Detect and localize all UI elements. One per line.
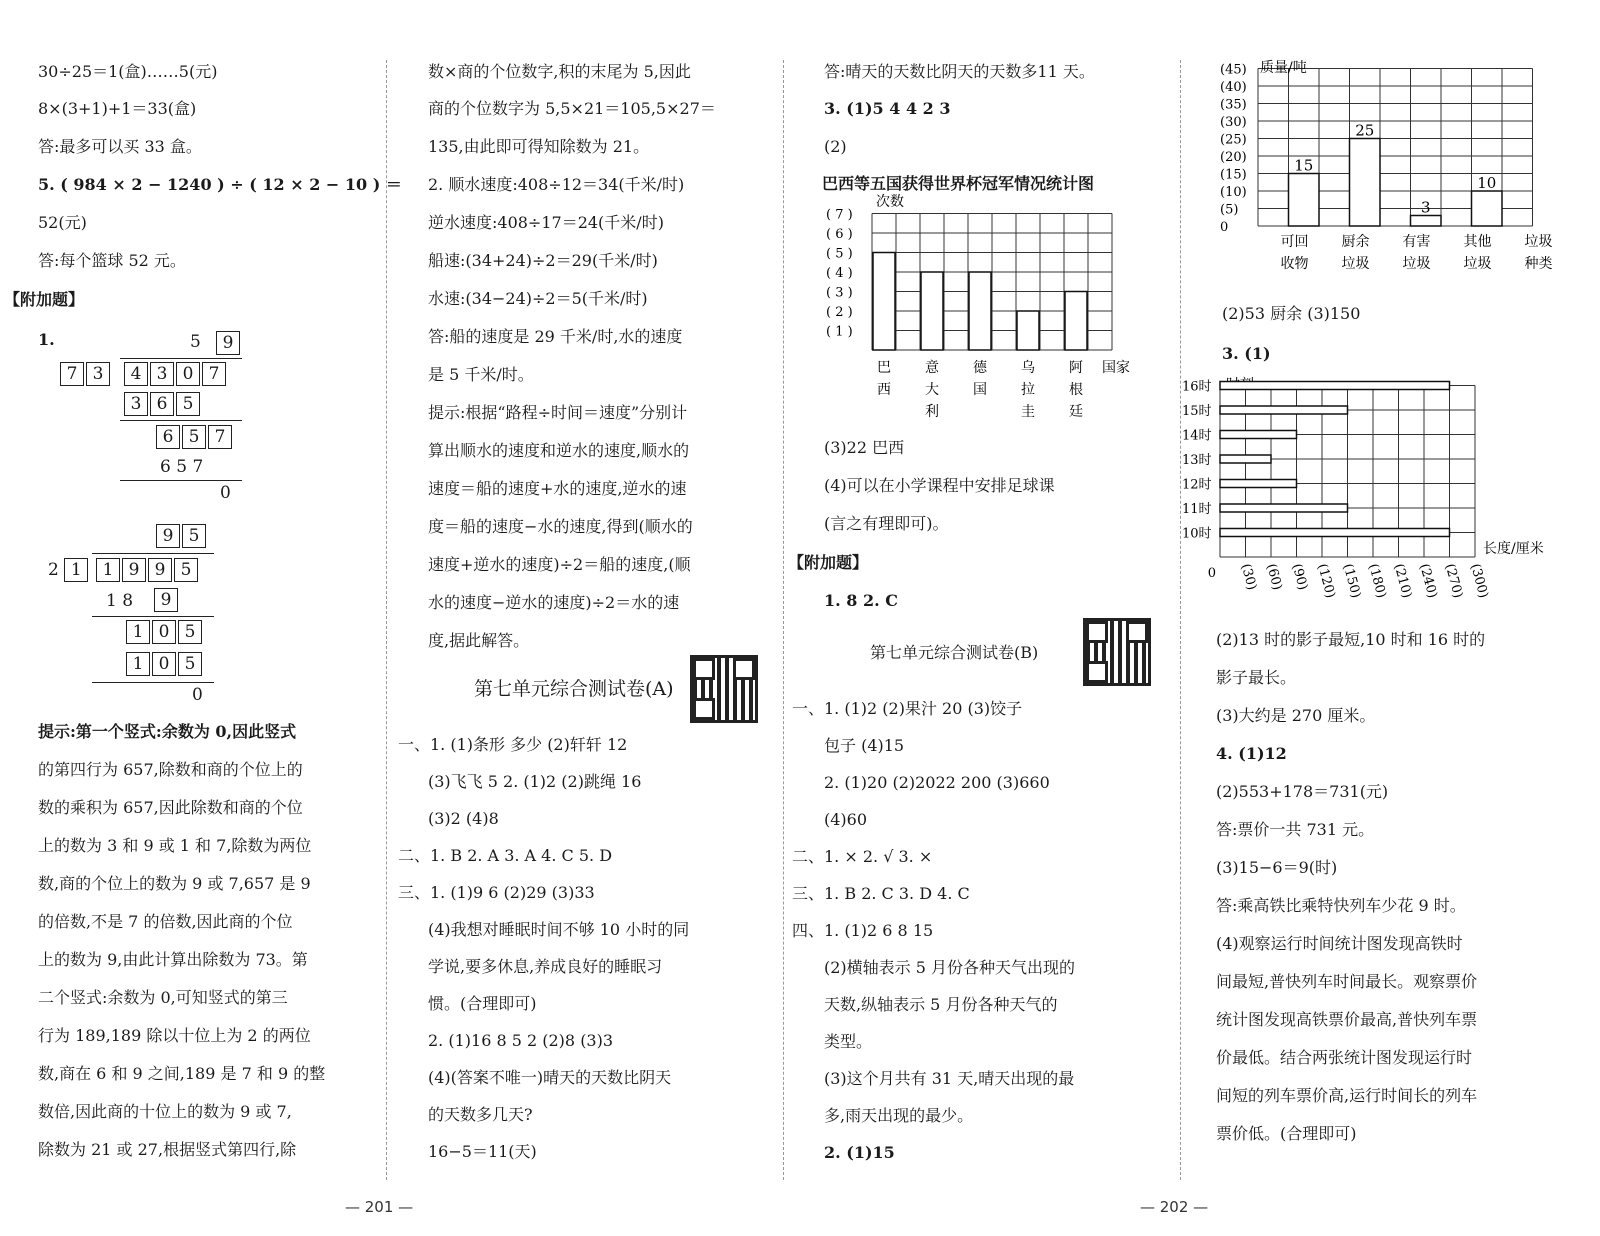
- text-line: 8×(3+1)+1＝33(盒): [38, 99, 197, 118]
- digit-box: 5: [174, 558, 198, 582]
- y-axis-label: 次数: [876, 194, 904, 210]
- answer-line: 三、1. B 2. C 3. D 4. C: [792, 884, 970, 903]
- digit-box: 0: [152, 652, 176, 676]
- text-line: (言之有理即可)。: [824, 514, 949, 533]
- digit-box: 4: [124, 362, 148, 386]
- x-tick-label: (270): [1441, 562, 1466, 600]
- bar: [1472, 191, 1503, 226]
- x-tick-label: 国: [973, 382, 987, 398]
- answer-line: 统计图发现高铁票价最高,普快列车票: [1216, 1010, 1478, 1029]
- answer-line: (3)这个月共有 31 天,晴天出现的最: [824, 1069, 1075, 1088]
- bar: [969, 272, 991, 350]
- remainder: 0: [220, 483, 231, 503]
- chart-title: 巴西等五国获得世界杯冠军情况统计图: [822, 174, 1095, 193]
- answer-line: 惯。(合理即可): [428, 994, 537, 1013]
- text-line: 答:最多可以买 33 盒。: [38, 137, 202, 156]
- hint-line: 数倍,因此商的十位上的数为 9 或 7,: [38, 1102, 292, 1121]
- hint-line: 上的数为 9,由此计算出除数为 73。第: [38, 950, 308, 969]
- y-tick-label: 12时: [1182, 477, 1212, 493]
- hint-line: 度＝船的速度−水的速度,得到(顺水的: [428, 517, 693, 536]
- digit-box: 3: [86, 362, 110, 386]
- text-line: (4)可以在小学课程中安排足球课: [824, 476, 1055, 495]
- x-tick-label: 德: [973, 360, 987, 376]
- x-axis-label: 国家: [1102, 360, 1130, 376]
- text-line: 答:晴天的天数比阴天的天数多11 天。: [824, 62, 1095, 81]
- y-tick-label: ( 2 ): [826, 305, 853, 320]
- digit-box: 9: [216, 331, 240, 355]
- digit-box: 1: [126, 652, 150, 676]
- digit-box: 0: [176, 362, 200, 386]
- hint-line: 数,商在 6 和 9 之间,189 是 7 和 9 的整: [38, 1064, 326, 1083]
- bar: [1350, 139, 1381, 227]
- section-title: 第七单元综合测试卷(B): [870, 643, 1039, 662]
- data-label: 25: [1355, 121, 1375, 140]
- quotient-digit: 5: [190, 332, 201, 352]
- y-tick-label: (20): [1220, 150, 1247, 165]
- digit-box: 1: [64, 558, 88, 582]
- answer-line: (3)15−6＝9(时): [1216, 858, 1338, 877]
- page-number: — 202 —: [1140, 1198, 1209, 1216]
- hint-line: 速度+逆水的速度)÷2＝船的速度,(顺: [428, 555, 691, 574]
- bar: [921, 272, 943, 350]
- digit-box: 9: [148, 558, 172, 582]
- world-cup-chart: [820, 192, 1150, 422]
- x-tick-label: 垃圾: [1463, 256, 1492, 272]
- page-number: — 201 —: [345, 1198, 414, 1216]
- y-tick-label: (40): [1220, 80, 1247, 95]
- x-tick-label: 收物: [1280, 256, 1309, 272]
- division-bar: [120, 358, 242, 359]
- hint-line: 上的数为 3 和 9 或 1 和 7,除数为两位: [38, 836, 312, 855]
- x-tick-label: 垃圾: [1524, 234, 1553, 250]
- answer-line: (2)553+178＝731(元): [1216, 782, 1389, 801]
- bar: [1065, 292, 1087, 351]
- column-separator: [1180, 60, 1181, 1180]
- x-tick-label: (60): [1263, 562, 1285, 592]
- bar: [1220, 382, 1450, 390]
- answer-line: 4. (1)12: [1216, 744, 1287, 763]
- answer-line: 间最短,普快列车时间最长。观察票价: [1216, 972, 1478, 991]
- hint-line: 数的乘积为 657,因此除数和商的个位: [38, 798, 303, 817]
- answer-line: 答:乘高铁比乘特快列车少花 9 时。: [1216, 896, 1466, 915]
- hint-line: 水的速度−逆水的速度)÷2＝水的速: [428, 593, 680, 612]
- y-tick-label: (25): [1220, 132, 1247, 148]
- text-line: 52(元): [38, 213, 87, 232]
- x-tick-label: 可回: [1280, 234, 1309, 250]
- shadow-length-chart: [1180, 375, 1560, 620]
- answer-line: 价最低。结合两张统计图发现运行时: [1216, 1048, 1473, 1067]
- text-line: 数×商的个位数字,积的末尾为 5,因此: [428, 62, 691, 81]
- data-label: 10: [1477, 174, 1497, 192]
- text-line: 2. 顺水速度:408÷12＝34(千米/时): [428, 175, 685, 194]
- x-axis-label: 长度/厘米: [1483, 541, 1544, 557]
- answer-line: (3)大约是 270 厘米。: [1216, 706, 1376, 725]
- digit-box: 6: [150, 392, 174, 416]
- hint-line: 二个竖式:余数为 0,可知竖式的第三: [38, 988, 288, 1007]
- x-tick-label: 有害: [1402, 234, 1431, 250]
- x-tick-label: 其他: [1463, 234, 1492, 250]
- answer-line: 票价低。(合理即可): [1216, 1124, 1357, 1143]
- y-tick-label: ( 1 ): [826, 324, 853, 340]
- division-line: [120, 420, 242, 421]
- y-tick-label: 15时: [1182, 404, 1212, 419]
- bar: [1220, 455, 1271, 463]
- answer-line: 2. (1)15: [824, 1143, 895, 1162]
- y-tick-label: ( 5 ): [826, 246, 853, 262]
- data-label: 15: [1294, 156, 1314, 175]
- text-line: 逆水速度:408÷17＝24(千米/时): [428, 213, 664, 232]
- division-bar: [92, 553, 214, 554]
- division-row: 1 8: [106, 591, 134, 611]
- data-label: 3: [1420, 198, 1431, 217]
- digit-box: 5: [182, 524, 206, 548]
- bar: [1220, 529, 1450, 537]
- bar: [1017, 311, 1039, 350]
- hint-line: 提示:第一个竖式:余数为 0,因此竖式: [38, 722, 297, 741]
- digit-box: 1: [96, 558, 120, 582]
- division-line: [120, 480, 242, 481]
- answer-line: 学说,要多休息,养成良好的睡眠习: [428, 957, 663, 976]
- x-tick-label: (210): [1390, 562, 1415, 600]
- digit-box: 7: [60, 362, 84, 386]
- answer-line: 二、1. B 2. A 3. A 4. C 5. D: [398, 846, 613, 865]
- text-line: 商的个位数字为 5,5×21＝105,5×27＝: [428, 99, 716, 118]
- division-line: [92, 616, 214, 617]
- answer-line: 间短的列车票价高,运行时间长的列车: [1216, 1086, 1478, 1105]
- answer-line: 三、1. (1)9 6 (2)29 (3)33: [398, 883, 595, 902]
- y-tick-label: 11时: [1182, 502, 1212, 517]
- y-tick-label: ( 4 ): [826, 266, 853, 281]
- x-tick-label: (90): [1288, 562, 1311, 592]
- x-tick-label: 大: [925, 382, 939, 398]
- hint-line: 提示:根据“路程÷时间＝速度”分别计: [428, 403, 688, 422]
- text-line: 5. ( 984 × 2 − 1240 ) ÷ ( 12 × 2 − 10 ) ＝: [38, 175, 402, 194]
- digit-box: 9: [154, 588, 178, 612]
- digit-box: 5: [182, 425, 206, 449]
- y-tick-label: 0: [1220, 220, 1229, 235]
- x-tick-label: 利: [925, 404, 939, 420]
- x-tick-label: 拉: [1021, 382, 1035, 398]
- section-heading: 【附加题】: [4, 290, 85, 309]
- y-tick-label: 10时: [1182, 526, 1212, 542]
- text-line: 是 5 千米/时。: [428, 365, 534, 384]
- qr-code-icon: [1083, 618, 1151, 686]
- text-line: 3. (1): [1222, 344, 1271, 363]
- answer-line: (2)横轴表示 5 月份各种天气出现的: [824, 958, 1076, 977]
- remainder: 0: [192, 685, 203, 705]
- answer-line: (4)观察运行时间统计图发现高铁时: [1216, 934, 1463, 953]
- hint-line: 的第四行为 657,除数和商的个位上的: [38, 760, 303, 779]
- column-separator: [386, 60, 387, 1180]
- bar: [1220, 480, 1297, 488]
- text-line: 答:船的速度是 29 千米/时,水的速度: [428, 327, 683, 346]
- question-number: 1.: [38, 330, 55, 349]
- answer-line: (4)我想对睡眠时间不够 10 小时的同: [428, 920, 690, 939]
- answer-line: 影子最长。: [1216, 668, 1297, 687]
- answer-line: (4)(答案不唯一)晴天的天数比阴天: [428, 1068, 672, 1087]
- y-tick-label: ( 7 ): [826, 207, 853, 223]
- answer-line: (2)13 时的影子最短,10 时和 16 时的: [1216, 630, 1486, 649]
- hint-line: 的倍数,不是 7 的倍数,因此商的个位: [38, 912, 293, 931]
- x-tick-label: 巴: [877, 360, 891, 376]
- y-axis-label: 质量/吨: [1260, 60, 1307, 76]
- digit-box: 5: [176, 392, 200, 416]
- digit-box: 3: [124, 392, 148, 416]
- section-heading: 【附加题】: [788, 553, 869, 572]
- answer-line: 16−5＝11(天): [428, 1142, 537, 1161]
- digit-box: 7: [208, 425, 232, 449]
- digit-box: 5: [178, 652, 202, 676]
- text-line: 水速:(34−24)÷2＝5(千米/时): [428, 289, 648, 308]
- digit-box: 1: [126, 620, 150, 644]
- answer-line: 的天数多几天?: [428, 1105, 533, 1124]
- column-separator: [783, 60, 784, 1180]
- digit-box: 7: [202, 362, 226, 386]
- answer-line: 2. (1)20 (2)2022 200 (3)660: [824, 773, 1050, 792]
- x-tick-label: 圭: [1021, 404, 1035, 420]
- digit-box: 6: [156, 425, 180, 449]
- bar: [873, 253, 895, 351]
- y-tick-label: (30): [1220, 115, 1247, 130]
- y-tick-label: 16时: [1182, 379, 1212, 395]
- digit-box: 9: [156, 524, 180, 548]
- y-tick-label: (45): [1220, 62, 1247, 78]
- x-tick-label: 垃圾: [1341, 256, 1370, 272]
- x-tick-label: 根: [1069, 382, 1083, 398]
- bar: [1411, 216, 1442, 227]
- answer-line: 二、1. × 2. √ 3. ×: [792, 847, 933, 866]
- hint-line: 算出顺水的速度和逆水的速度,顺水的: [428, 441, 690, 460]
- x-tick-label: 廷: [1069, 404, 1083, 420]
- x-tick-label: 阿: [1069, 360, 1083, 376]
- hint-line: 速度＝船的速度+水的速度,逆水的速: [428, 479, 687, 498]
- text-line: 船速:(34+24)÷2＝29(千米/时): [428, 251, 658, 270]
- answer-line: 2. (1)16 8 5 2 (2)8 (3)3: [428, 1031, 614, 1050]
- origin-label: 0: [1207, 566, 1216, 581]
- y-tick-label: 13时: [1182, 453, 1212, 468]
- x-tick-label: (180): [1365, 562, 1389, 600]
- digit-box: 5: [178, 620, 202, 644]
- divisor-digit: 2: [48, 560, 59, 580]
- x-tick-label: (150): [1339, 562, 1364, 600]
- division-row: 6 5 7: [160, 457, 204, 477]
- answer-line: 多,雨天出现的最少。: [824, 1106, 974, 1125]
- y-tick-label: (5): [1220, 202, 1239, 218]
- answer-line: 四、1. (1)2 6 8 15: [792, 921, 934, 940]
- hint-line: 数,商的个位上的数为 9 或 7,657 是 9: [38, 874, 311, 893]
- digit-box: 0: [152, 620, 176, 644]
- x-tick-label: 意: [925, 360, 939, 376]
- garbage-chart: [1198, 58, 1553, 288]
- answer-line: 一、1. (1)条形 多少 (2)轩轩 12: [398, 735, 628, 754]
- answer-line: 包子 (4)15: [824, 736, 905, 755]
- y-tick-label: ( 3 ): [826, 285, 853, 301]
- x-tick-label: 垃圾: [1402, 256, 1431, 272]
- text-line: 1. 8 2. C: [824, 591, 898, 610]
- y-tick-label: (35): [1220, 97, 1247, 113]
- answer-line: (4)60: [824, 810, 868, 829]
- hint-line: 度,据此解答。: [428, 631, 530, 650]
- answer-line: 一、1. (1)2 (2)果汁 20 (3)饺子: [792, 699, 1023, 718]
- x-tick-label: 种类: [1524, 256, 1553, 272]
- x-tick-label: 厨余: [1341, 234, 1370, 250]
- text-line: (2): [824, 137, 847, 156]
- answer-line: 天数,纵轴表示 5 月份各种天气的: [824, 995, 1058, 1014]
- digit-box: 3: [150, 362, 174, 386]
- answer-line: (3)2 (4)8: [428, 809, 499, 828]
- qr-code-icon: [690, 655, 758, 723]
- y-tick-label: (10): [1220, 185, 1247, 200]
- y-tick-label: 14时: [1182, 428, 1212, 444]
- text-line: 135,由此即可得知除数为 21。: [428, 137, 650, 156]
- answer-line: 类型。: [824, 1032, 873, 1051]
- text-line: (3)22 巴西: [824, 438, 905, 457]
- x-tick-label: (240): [1416, 562, 1440, 600]
- bar: [1289, 174, 1320, 227]
- digit-box: 9: [122, 558, 146, 582]
- bar: [1220, 504, 1348, 512]
- y-tick-label: ( 6 ): [826, 227, 853, 242]
- answer-line: 答:票价一共 731 元。: [1216, 820, 1375, 839]
- y-tick-label: (15): [1220, 167, 1247, 183]
- bar: [1220, 406, 1348, 414]
- x-tick-label: (30): [1237, 562, 1260, 592]
- x-tick-label: 乌: [1021, 360, 1035, 376]
- text-line: 30÷25＝1(盒)……5(元): [38, 62, 218, 81]
- hint-line: 行为 189,189 除以十位上为 2 的两位: [38, 1026, 311, 1045]
- x-tick-label: 西: [877, 382, 891, 398]
- section-title: 第七单元综合测试卷(A): [474, 678, 674, 700]
- answer-line: (3)飞飞 5 2. (1)2 (2)跳绳 16: [428, 772, 642, 791]
- text-line: 3. (1)5 4 4 2 3: [824, 99, 951, 118]
- text-line: (2)53 厨余 (3)150: [1222, 304, 1361, 323]
- division-line: [92, 682, 214, 683]
- bar: [1220, 431, 1297, 439]
- text-line: 答:每个篮球 52 元。: [38, 251, 186, 270]
- hint-line: 除数为 21 或 27,根据竖式第四行,除: [38, 1140, 297, 1159]
- x-tick-label: (300): [1467, 562, 1491, 600]
- x-tick-label: (120): [1314, 562, 1338, 600]
